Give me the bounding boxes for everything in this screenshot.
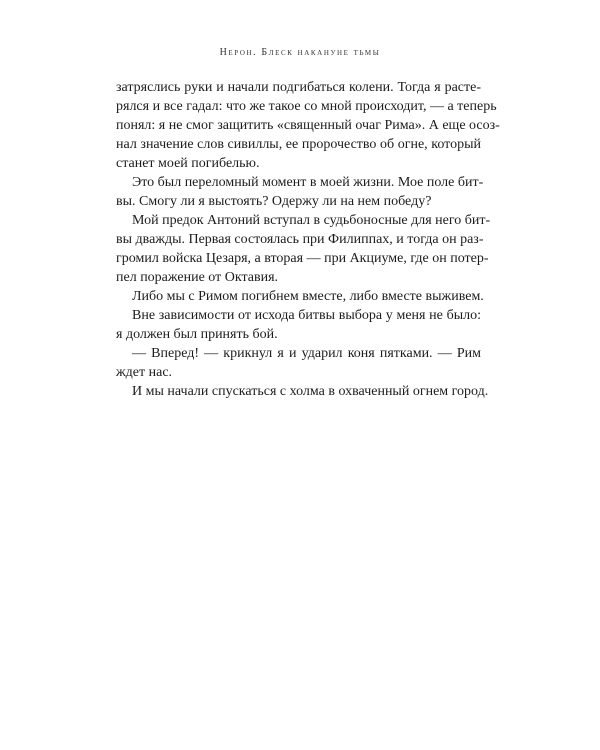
text-line: затряслись руки и начали подгибаться колени. Тогда я расте- [116,80,481,95]
text-line: нал значение слов сивиллы, ее пророчество об огне, который [116,137,481,152]
paragraph-5 [116,306,481,344]
text-line: Мой предок Антоний вступал в судьбоносные для него бит- [132,213,491,228]
paragraph-3 [116,211,491,287]
text-line: И мы начали спускаться с холма в охваченный огнем город. [132,384,489,399]
text-line: Либо мы с Римом погибнем вместе, либо вместе выживем. [132,289,484,304]
text-line: я должен был принять бой. [116,327,278,342]
text-line: понял: я не смог защитить «священный очаг Рима». А еще осоз- [116,118,500,133]
paragraph-7 [116,382,489,401]
paragraph-4 [116,287,484,306]
text-line: Это был переломный момент в моей жизни. Мое поле бит- [132,175,484,190]
text-line: — Вперед! — крикнул я и ударил коня пятками. — Рим [132,346,481,361]
paragraph-6 [116,344,481,382]
text-line: ждет нас. [116,365,173,380]
text-line: станет моей погибелью. [116,156,260,171]
paragraph-1 [116,78,500,173]
body-text [116,78,500,401]
running-header: Нерон. Блеск накануне тьмы [219,47,381,58]
text-line: пел поражение от Октавия. [116,270,279,285]
text-line: громил войска Цезаря, а вторая — при Акциуме, где он потер- [116,251,489,266]
text-line: вы. Смогу ли я выстоять? Одержу ли на нем победу? [116,194,432,209]
text-line: Вне зависимости от исхода битвы выбора у меня не было: [132,308,481,323]
text-line: вы дважды. Первая состоялась при Филиппах, и тогда он раз- [116,232,484,247]
text-line: рялся и все гадал: что же такое со мной происходит, — а теперь [116,99,497,114]
paragraph-2 [116,173,484,211]
